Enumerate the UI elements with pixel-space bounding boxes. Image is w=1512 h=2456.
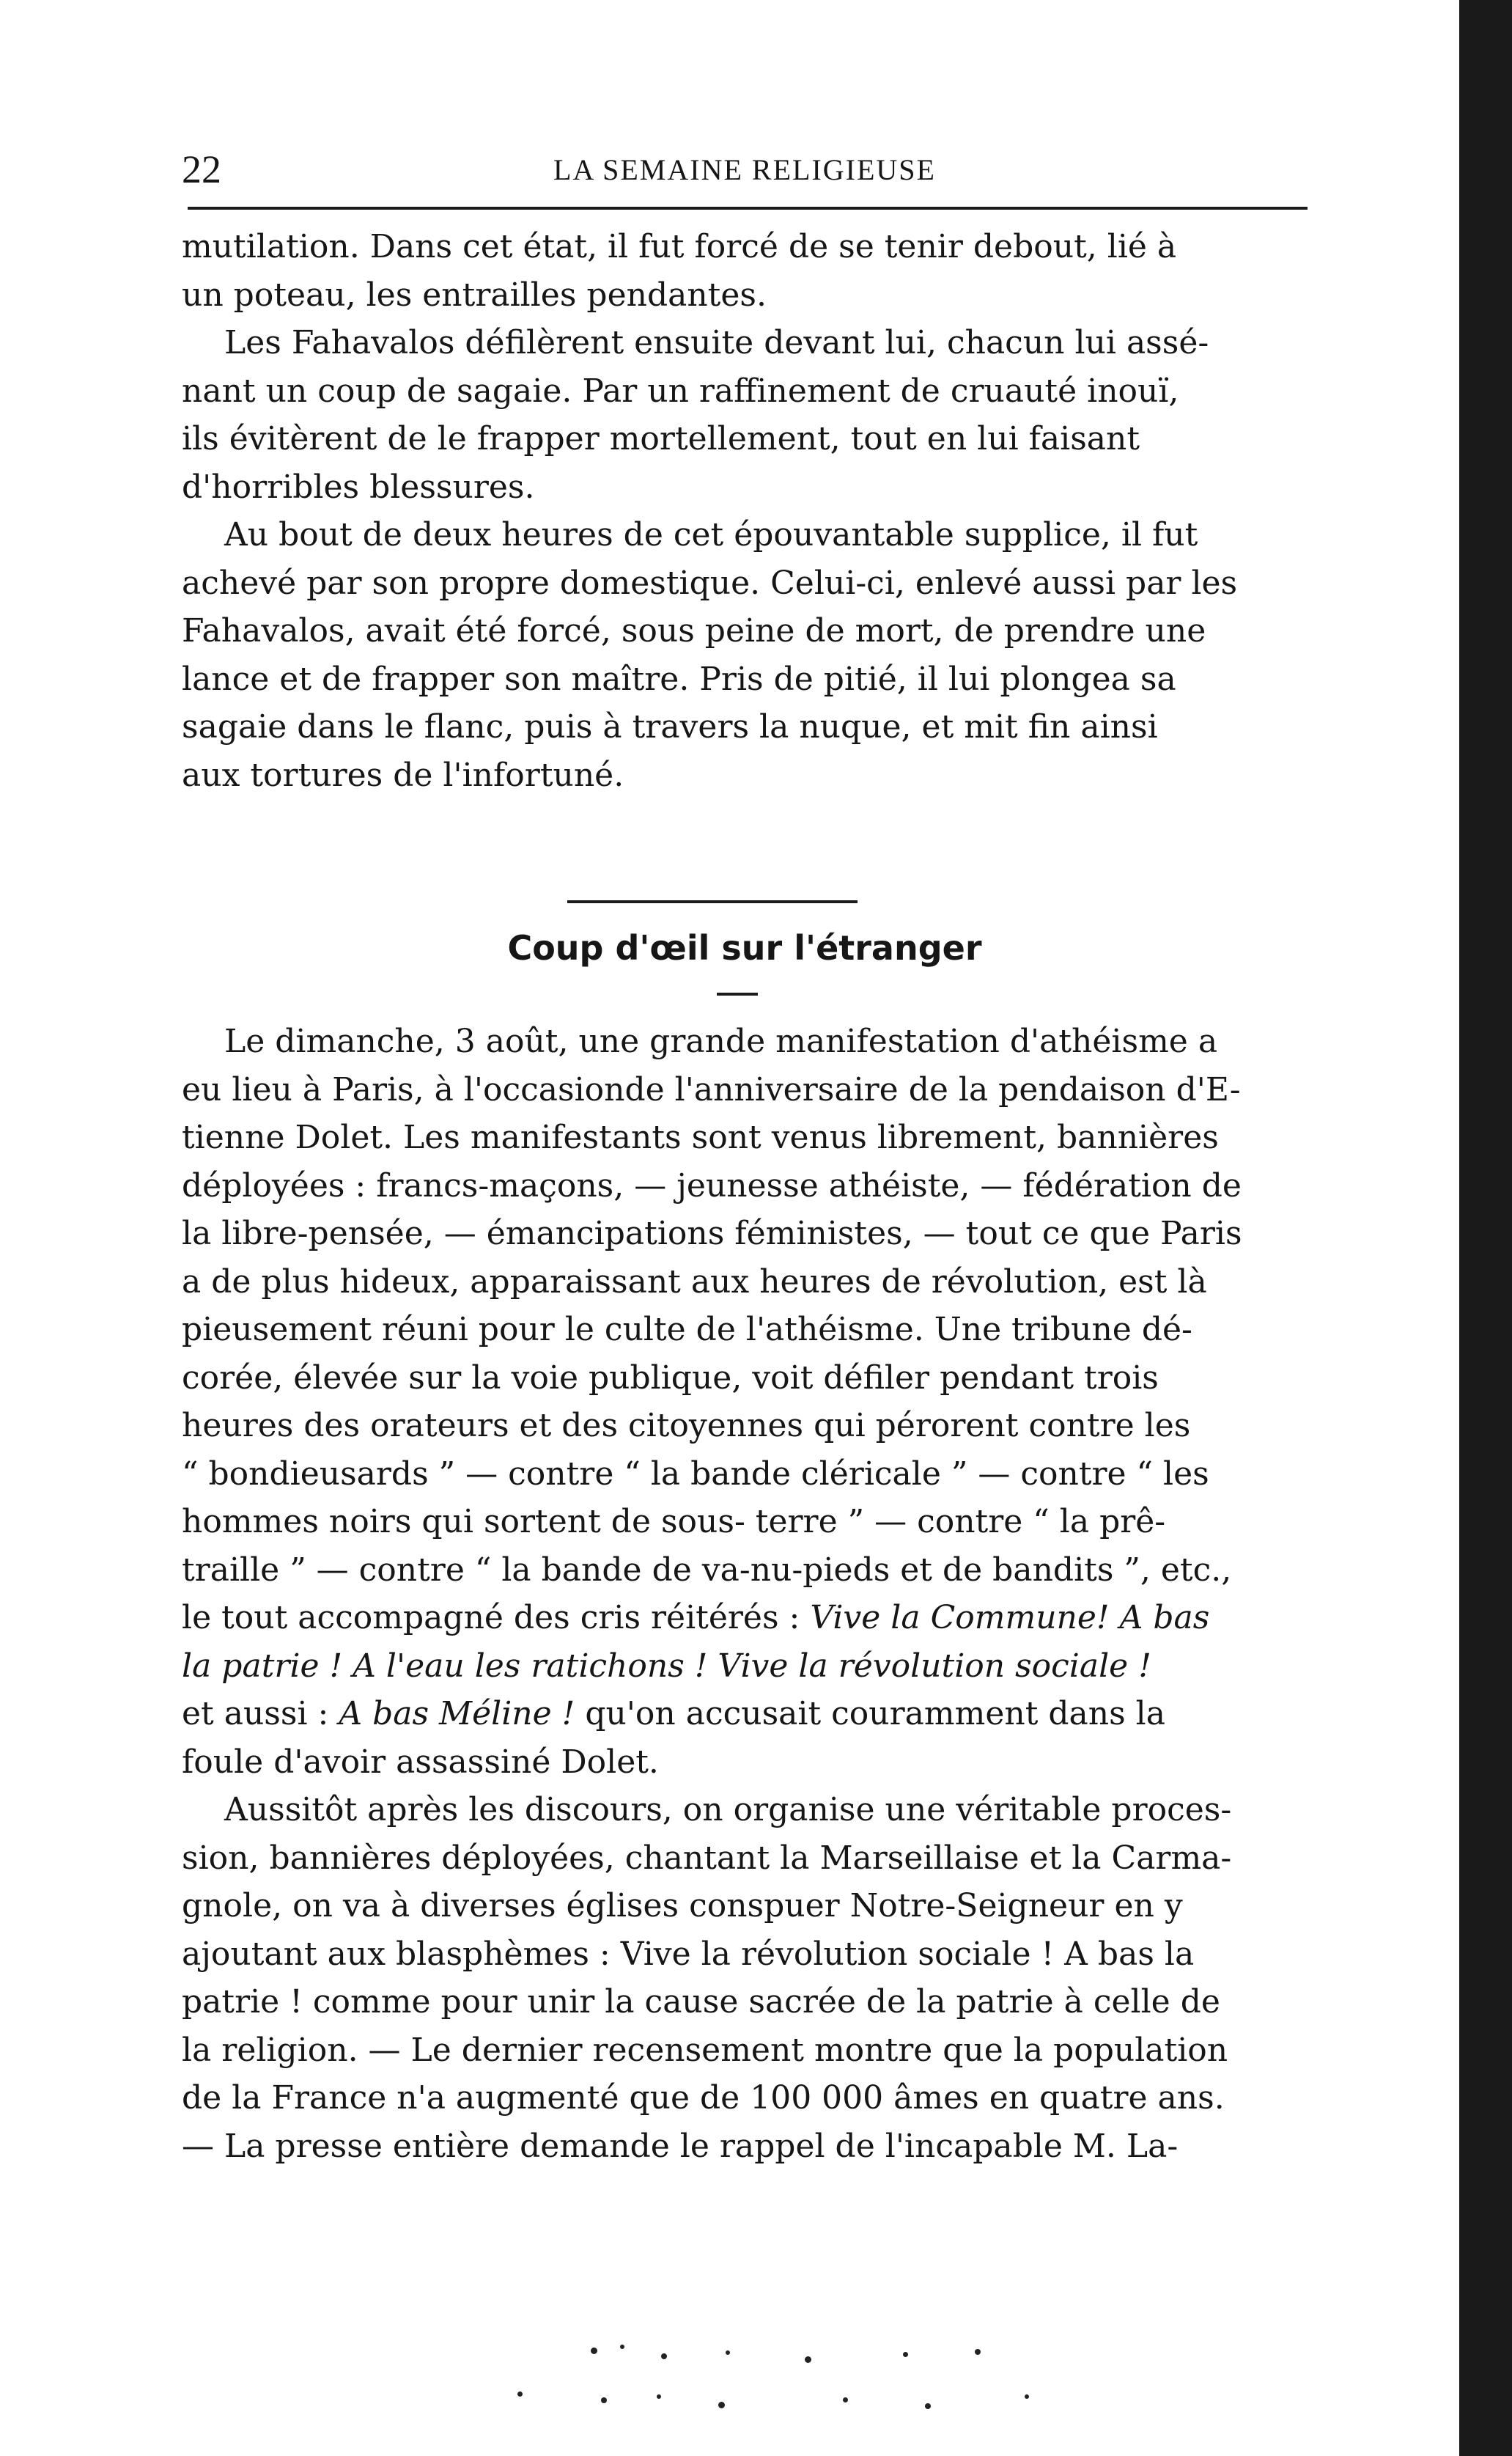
- running-head: [182, 144, 1308, 195]
- scan-speck: [726, 2350, 730, 2355]
- paragraph: Au bout de deux heures de cet épouvantable supplice, il fut achevé par son propre domestique. Celui-ci, enlevé aussi par les Fahavalos, avait été forcé, sous peine de mort, de prendre une lance et de frapper son maître. Pris de pitié, il lui plongea sa sagaie dans le flanc, puis à travers la nuque, et mit fin ainsi aux tortures de l'infortuné.: [182, 516, 1238, 794]
- scan-speck: [1025, 2394, 1029, 2399]
- text-run: qu'on accusait couramment dans la foule d'avoir assassiné Dolet.: [182, 1695, 1165, 1781]
- text-run: et aussi :: [182, 1695, 329, 1732]
- header-rule: [188, 207, 1308, 210]
- scan-speck: [661, 2353, 667, 2359]
- paragraph: [182, 1018, 1308, 1786]
- scan-speck: [657, 2394, 661, 2399]
- scan-speck: [843, 2397, 848, 2402]
- title-dash: [717, 993, 758, 996]
- scan-speck: [975, 2349, 981, 2355]
- scan-speck: [517, 2391, 523, 2397]
- section-title: Coup d'œil sur l'étranger: [507, 928, 982, 968]
- scanned-page-edge: [1459, 0, 1512, 2456]
- article-continuation: [182, 223, 1308, 799]
- scan-speck: [903, 2352, 908, 2357]
- scan-speck: [620, 2345, 624, 2349]
- paragraph: mutilation. Dans cet état, il fut forcé de se tenir debout, lié à un poteau, les entrailles pendantes.: [182, 228, 1177, 314]
- section-divider-rule: [567, 900, 858, 903]
- scan-speck: [718, 2402, 725, 2408]
- scan-speck: [591, 2347, 597, 2354]
- italic-text-run: A bas Méline !: [339, 1695, 575, 1732]
- paragraph: Les Fahavalos défilèrent ensuite devant lui, chacun lui assé- nant un coup de sagaie. Par un raffinement de cruauté inouï, ils évitèrent de le frapper mortellement, tout en lui faisant d'horribles blessures.: [182, 324, 1209, 506]
- section-body: [182, 1018, 1308, 2170]
- italic-text-run: Vive la Commune! A bas la patrie ! A l'eau les ratichons ! Vive la révolution sociale !: [182, 1599, 1210, 1685]
- text-run: Le dimanche, 3 août, une grande manifestation d'athéisme a eu lieu à Paris, à l'occasionde l'anniversaire de la pendaison d'E- tienne Dolet. Les manifestants sont venus librement, bannières déployées : francs-maçons, — jeunesse athéiste, — fédération de la libre-pensée, — émancipations féministes, — tout ce que Paris a de plus hideux, apparaissant aux heures de révolution, est là pieusement réuni pour le culte de l'athéisme. Une tribune dé- corée, élevée sur la voie publique, voit défiler pendant trois heures des orateurs et des citoyennes qui pérorent contre les “ bondieusards ” — contre “ la bande cléricale ” — contre “ les hommes noirs qui sortent de sous- terre ” — contre “ la prê- traille ” — contre “ la bande de va-nu-pieds et de bandits ”, etc., le tout accompagné des cris réitérés :: [182, 1023, 1242, 1636]
- paragraph: Aussitôt après les discours, on organise une véritable proces- sion, bannières déployées, chantant la Marseillaise et la Carma- gnole, on va à diverses églises conspuer Notre-Seigneur en y ajoutant aux blasphèmes : Vive la révolution sociale ! A bas la patrie ! comme pour unir la cause sacrée de la patrie à celle de la religion. — Le dernier recensement montre que la population de la France n'a augmenté que de 100 000 âmes en quatre ans. — La presse entière demande le rappel de l'incapable M. La-: [182, 1791, 1232, 2165]
- scan-speck: [805, 2356, 811, 2363]
- page-number: 22: [182, 147, 221, 191]
- scan-speck: [601, 2397, 607, 2403]
- journal-title: LA SEMAINE RELIGIEUSE: [553, 153, 936, 186]
- scan-speck: [925, 2403, 931, 2409]
